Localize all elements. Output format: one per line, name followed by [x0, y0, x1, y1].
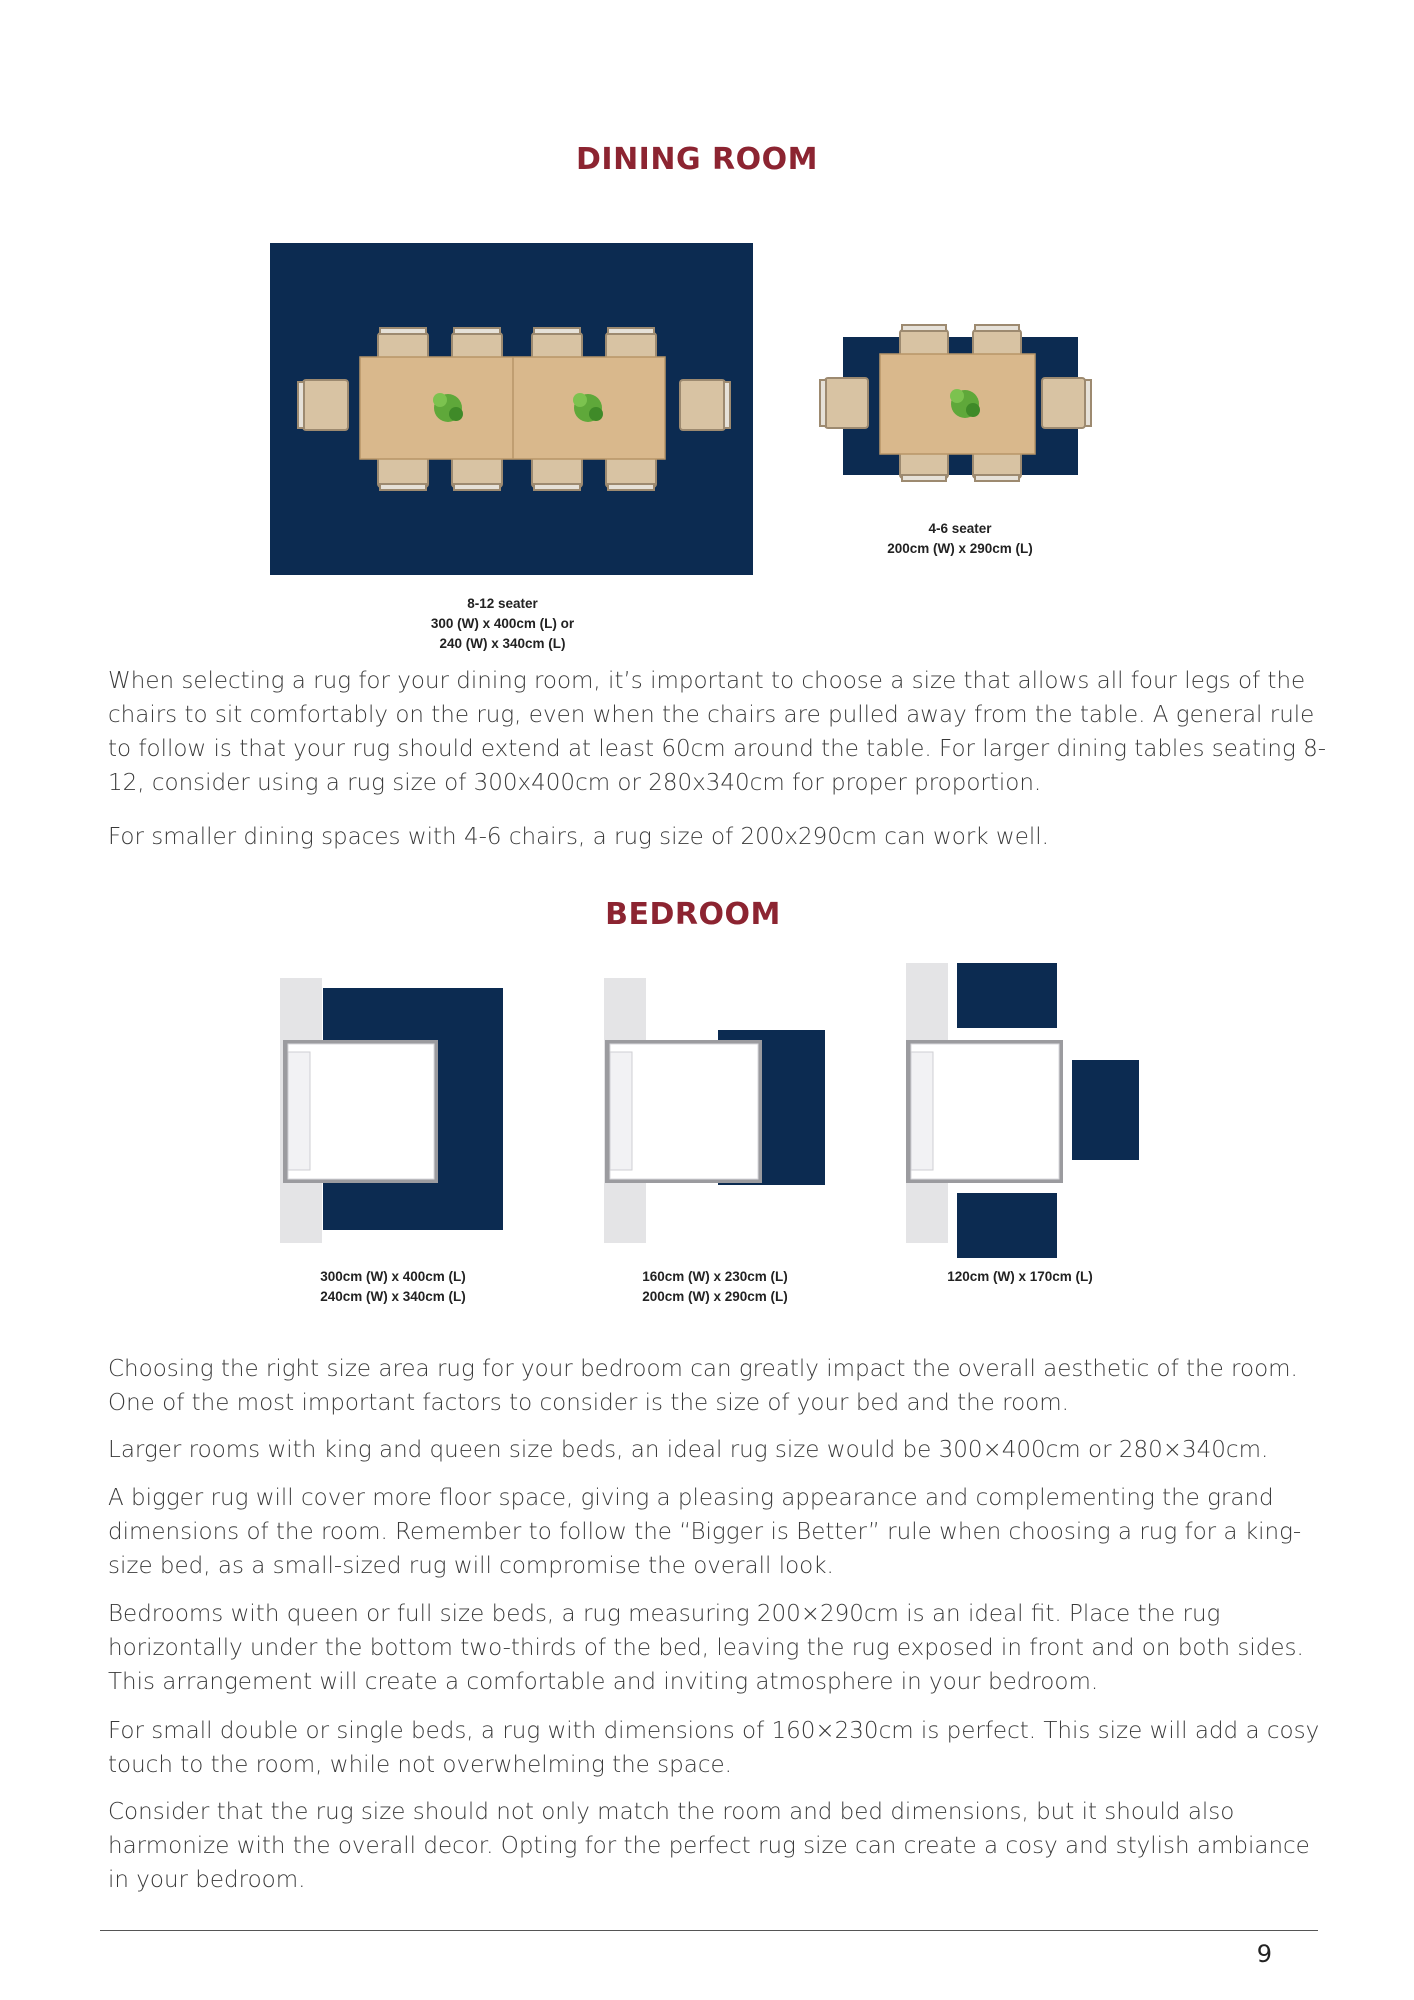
bedroom-rug-1 [323, 988, 503, 1230]
dining-paragraph-2: For smaller dining spaces with 4-6 chairs, a rug size of 200x290cm can work well. [108, 824, 1049, 850]
large-dining-rug [270, 243, 753, 575]
bedroom-rug-3a [957, 963, 1057, 1028]
bedroom-paragraph-3: A bigger rug will cover more floor space, giving a pleasing appearance and complementing the grand dimensions of the room. Remember to follow the “Bigger is Better” rule when choosing a rug for a king-size bed, as a small-sized rug will compromise the overall look. [108, 1485, 1302, 1579]
bedroom-caption-1: 300cm (W) x 400cm (L) 240cm (W) x 340cm (L) [320, 1269, 466, 1304]
bedroom-heading: BEDROOM [605, 897, 781, 932]
bedroom-paragraph-2: Larger rooms with king and queen size beds, an ideal rug size would be 300×400cm or 280×340cm. [108, 1437, 1269, 1463]
small-dining-caption: 4-6 seater 200cm (W) x 290cm (L) [887, 521, 1033, 556]
bedroom-paragraph-1: Choosing the right size area rug for your bedroom can greatly impact the overall aesthetic of the room. One of the most important factors to consider is the size of your bed and the room. [108, 1356, 1298, 1416]
bedroom-rug-3c [957, 1193, 1057, 1258]
footer-rule [100, 1930, 1318, 1931]
bedroom-rug-2 [718, 1030, 825, 1185]
large-dining-caption: 8-12 seater 300 (W) x 400cm (L) or 240 (W) x 340cm (L) [430, 596, 575, 651]
large-dining-chairs [303, 333, 725, 487]
table-plant-icons [433, 393, 603, 422]
bedroom-paragraph-4: Bedrooms with queen or full size beds, a rug measuring 200×290cm is an ideal fit. Place the rug horizontally under the bottom two-thirds of the bed, leaving the rug exposed in front and on both sides. This arrangement will create a comfortable and inviting atmosphere in your bedroom. [108, 1601, 1304, 1695]
dining-paragraph-1: When selecting a rug for your dining room, it’s important to choose a size that allows all four legs of the chairs to sit comfortably on the rug, even when the chairs are pulled away from the table. A general rule to follow is that your rug should extend at least 60cm around the table. For larger dining tables seating 8-12, consider using a rug size of 300x400cm or 280x340cm for proper proportion. [108, 668, 1327, 796]
large-dining-chair-backs [298, 328, 730, 490]
bedroom-caption-3: 120cm (W) x 170cm (L) [947, 1269, 1093, 1284]
small-dining-rug [843, 337, 1078, 475]
small-dining-table [880, 354, 1035, 454]
bedroom-paragraph-6: Consider that the rug size should not only match the room and bed dimensions, but it should also harmonize with the overall decor. Opting for the perfect rug size can create a cosy and stylish ambiance in your bedroom. [108, 1799, 1310, 1893]
bedroom-caption-2: 160cm (W) x 230cm (L) 200cm (W) x 290cm (L) [642, 1269, 788, 1304]
bedroom-paragraph-5: For small double or single beds, a rug with dimensions of 160×230cm is perfect. This size will add a cosy touch to the room, while not overwhelming the space. [108, 1718, 1320, 1778]
dining-room-heading: DINING ROOM [576, 142, 818, 177]
large-dining-table [360, 357, 665, 459]
page-number: 9 [1256, 1940, 1272, 1968]
bedroom-rug-3b [1072, 1060, 1139, 1160]
